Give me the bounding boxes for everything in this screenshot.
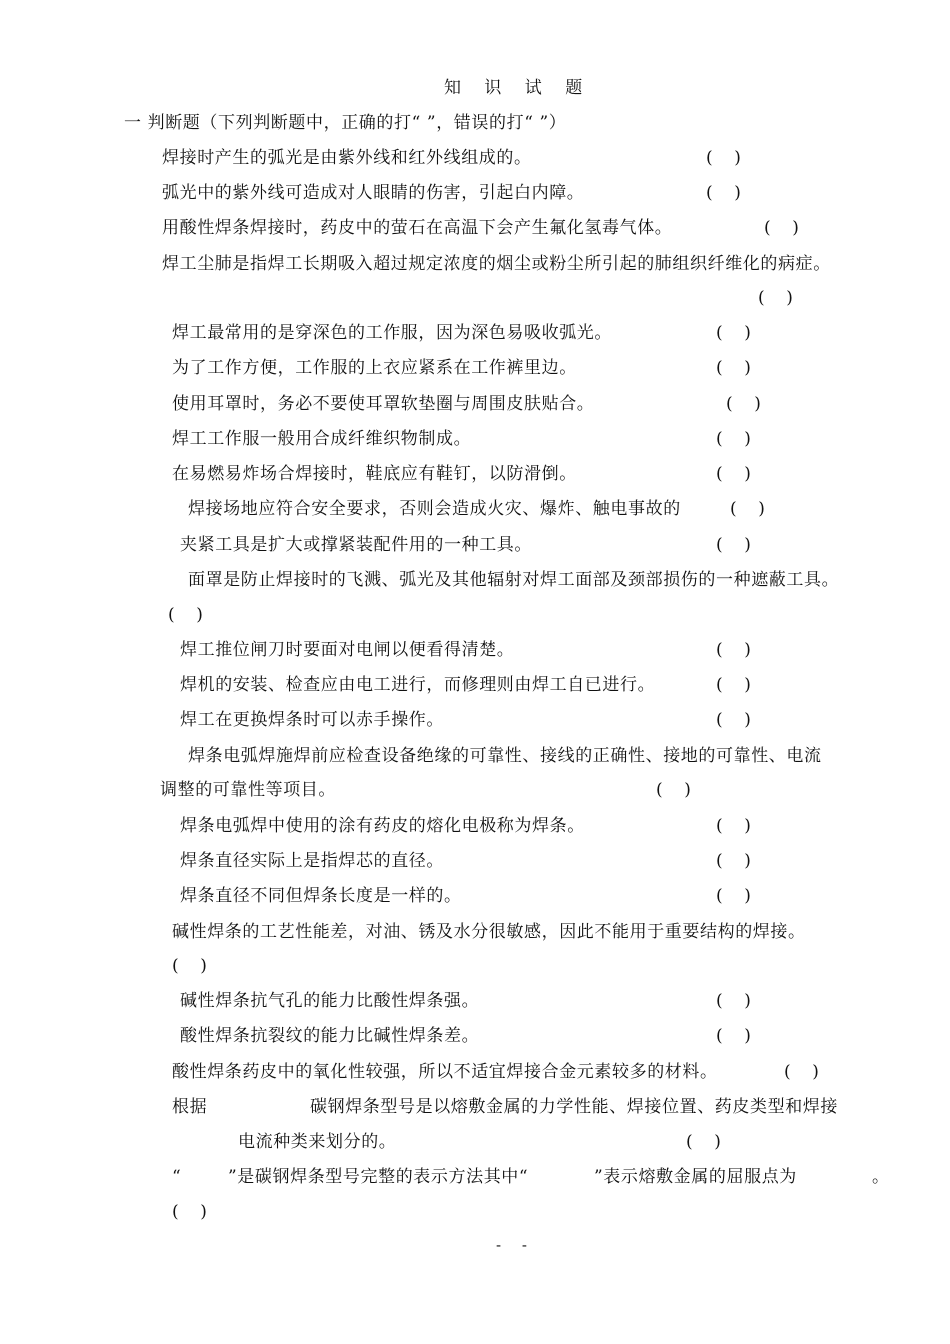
answer-blank-16: ( ): [656, 780, 691, 800]
question-13: 焊工推位闸刀时要面对电闸以便看得清楚。: [180, 640, 515, 660]
question-2: 弧光中的紫外线可造成对人眼睛的伤害，引起白内障。: [162, 183, 585, 203]
question-25-open-quote: “: [172, 1167, 182, 1187]
question-16-line-2: 调整的可靠性等项目。: [160, 780, 336, 800]
question-18: 焊条直径实际上是指焊芯的直径。: [180, 851, 444, 871]
question-24-prefix: 根据: [172, 1097, 208, 1117]
question-14: 焊机的安装、检查应由电工进行，而修理则由焊工自已进行。: [180, 675, 656, 695]
question-10: 焊接场地应符合安全要求，否则会造成火灾、爆炸、触电事故的: [188, 499, 681, 519]
answer-blank-20: ( ): [172, 956, 207, 976]
question-20: 碱性焊条的工艺性能差，对油、锈及水分很敏感，因此不能用于重要结构的焊接。: [172, 922, 806, 942]
answer-blank-14: ( ): [716, 675, 751, 695]
answer-blank-11: ( ): [716, 535, 751, 555]
answer-blank-8: ( ): [716, 429, 751, 449]
answer-blank-15: ( ): [716, 710, 751, 730]
answer-blank-25: ( ): [172, 1202, 207, 1222]
page-title: 知 识 试 题: [444, 78, 592, 98]
question-25-part-1: ”是碳钢焊条型号完整的表示方法其中“: [228, 1167, 529, 1187]
question-12: 面罩是防止焊接时的飞溅、弧光及其他辐射对焊工面部及颈部损伤的一种遮蔽工具。: [188, 570, 840, 590]
answer-blank-24: ( ): [686, 1132, 721, 1152]
question-11: 夹紧工具是扩大或撑紧装配件用的一种工具。: [180, 535, 532, 555]
answer-blank-23: ( ): [784, 1062, 819, 1082]
question-9: 在易燃易炸场合焊接时，鞋底应有鞋钉，以防滑倒。: [172, 464, 577, 484]
question-23: 酸性焊条药皮中的氧化性较强，所以不适宜焊接合金元素较多的材料。: [172, 1062, 718, 1082]
section-heading: 一 判断题（下列判断题中，正确的打“ ”，错误的打“ ”）: [124, 113, 567, 133]
answer-blank-19: ( ): [716, 886, 751, 906]
question-25-end: 。: [872, 1167, 890, 1187]
answer-blank-13: ( ): [716, 640, 751, 660]
question-8: 焊工工作服一般用合成纤维织物制成。: [172, 429, 472, 449]
page-number: - -: [496, 1236, 535, 1254]
question-1: 焊接时产生的弧光是由紫外线和红外线组成的。: [162, 148, 532, 168]
answer-blank-1: ( ): [706, 148, 741, 168]
question-19: 焊条直径不同但焊条长度是一样的。: [180, 886, 462, 906]
answer-blank-12: ( ): [168, 605, 203, 625]
answer-blank-17: ( ): [716, 816, 751, 836]
question-4: 焊工尘肺是指焊工长期吸入超过规定浓度的烟尘或粉尘所引起的肺组织纤维化的病症。: [162, 254, 831, 274]
answer-blank-22: ( ): [716, 1026, 751, 1046]
question-17: 焊条电弧焊中使用的涂有药皮的熔化电极称为焊条。: [180, 816, 585, 836]
answer-blank-9: ( ): [716, 464, 751, 484]
answer-blank-10: ( ): [730, 499, 765, 519]
answer-blank-2: ( ): [706, 183, 741, 203]
question-21: 碱性焊条抗气孔的能力比酸性焊条强。: [180, 991, 480, 1011]
question-15: 焊工在更换焊条时可以赤手操作。: [180, 710, 444, 730]
question-6: 为了工作方便，工作服的上衣应紧系在工作裤里边。: [172, 358, 577, 378]
question-24-line-2: 电流种类来划分的。: [238, 1132, 397, 1152]
answer-blank-4: ( ): [758, 288, 793, 308]
answer-blank-18: ( ): [716, 851, 751, 871]
question-16-line-1: 焊条电弧焊施焊前应检查设备绝缘的可靠性、接线的正确性、接地的可靠性、电流: [188, 746, 822, 766]
answer-blank-7: ( ): [726, 394, 761, 414]
question-7: 使用耳罩时，务必不要使耳罩软垫圈与周围皮肤贴合。: [172, 394, 595, 414]
question-22: 酸性焊条抗裂纹的能力比碱性焊条差。: [180, 1026, 480, 1046]
question-25-part-2: ”表示熔敷金属的屈服点为: [594, 1167, 797, 1187]
answer-blank-21: ( ): [716, 991, 751, 1011]
question-24-line-1: 碳钢焊条型号是以熔敷金属的力学性能、焊接位置、药皮类型和焊接: [310, 1097, 838, 1117]
answer-blank-6: ( ): [716, 358, 751, 378]
answer-blank-5: ( ): [716, 323, 751, 343]
question-3: 用酸性焊条焊接时，药皮中的萤石在高温下会产生氟化氢毒气体。: [162, 218, 673, 238]
question-5: 焊工最常用的是穿深色的工作服，因为深色易吸收弧光。: [172, 323, 612, 343]
answer-blank-3: ( ): [764, 218, 799, 238]
